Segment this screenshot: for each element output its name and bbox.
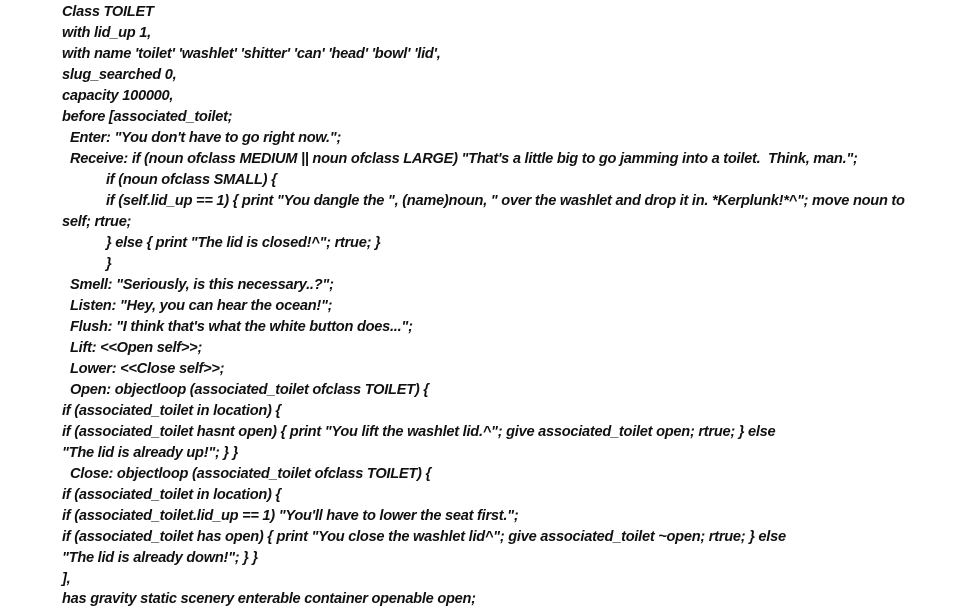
code-line-18: Lower: <<Close self>>; [70,361,225,377]
code-line-12: } else { print "The lid is closed!^"; rtrue; } [106,235,381,251]
code-line-10: if (self.lid_up == 1) { print "You dangle the ", (name)noun, " over the washlet and drop it in. *Kerplunk!*^"; move noun to [106,193,905,209]
code-line-24: if (associated_toilet in location) { [62,487,281,503]
code-line-20: if (associated_toilet in location) { [62,403,281,419]
code-line-16: Flush: "I think that's what the white button does..."; [70,319,413,335]
code-line-19: Open: objectloop (associated_toilet ofclass TOILET) { [70,382,429,398]
code-line-29: has gravity static scenery enterable container openable open; [62,591,476,607]
code-line-11: self; rtrue; [62,214,132,230]
code-line-3: with name 'toilet' 'washlet' 'shitter' 'can' 'head' 'bowl' 'lid', [62,46,441,62]
code-line-23: Close: objectloop (associated_toilet ofclass TOILET) { [70,466,431,482]
code-line-4: slug_searched 0, [62,67,177,83]
code-line-2: with lid_up 1, [62,25,151,41]
code-line-13: } [106,256,112,272]
code-line-5: capacity 100000, [62,88,174,104]
code-line-7: Enter: "You don't have to go right now."; [70,130,342,146]
code-line-21: if (associated_toilet hasnt open) { print "You lift the washlet lid.^"; give associated_toilet open; rtrue; } else [62,424,776,440]
code-line-8: Receive: if (noun ofclass MEDIUM || noun ofclass LARGE) "That's a little big to go jamming into a toilet. Think, man."; [70,151,858,167]
code-line-9: if (noun ofclass SMALL) { [106,172,277,188]
code-line-28: ], [62,571,71,587]
code-line-14: Smell: "Seriously, is this necessary..?"; [70,277,334,293]
code-line-6: before [associated_toilet; [62,109,233,125]
code-line-26: if (associated_toilet has open) { print "You close the washlet lid^"; give associated_toilet ~open; rtrue; } else [62,529,786,545]
code-line-27: "The lid is already down!"; } } [62,550,258,566]
code-line-22: "The lid is already up!"; } } [62,445,239,461]
code-line-17: Lift: <<Open self>>; [70,340,203,356]
code-line-1: Class TOILET [62,4,154,20]
code-line-25: if (associated_toilet.lid_up == 1) "You'll have to lower the seat first."; [62,508,519,524]
code-line-15: Listen: "Hey, you can hear the ocean!"; [70,298,333,314]
